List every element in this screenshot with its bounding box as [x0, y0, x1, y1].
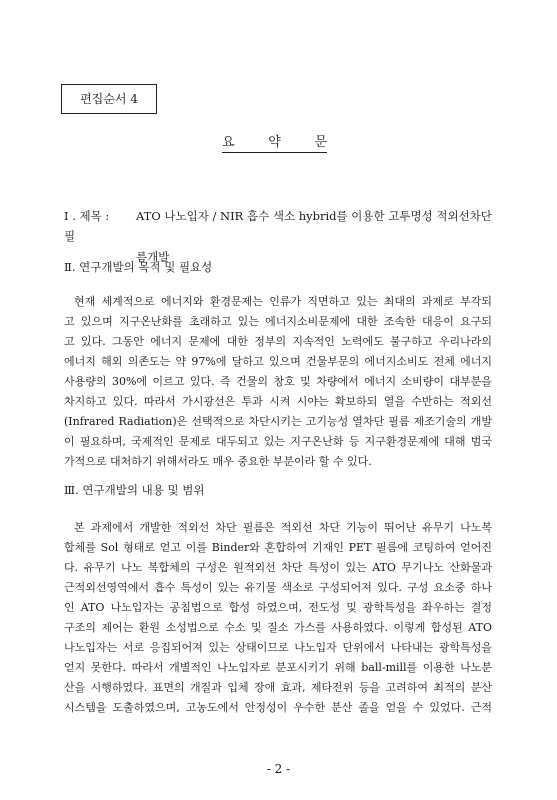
paragraph-line: 가적으로 대처하기 위해서라도 매우 중요한 부분이라 할 수 있다.: [64, 455, 372, 468]
title-label: I . 제목 :: [64, 209, 110, 223]
title-content-line: 름개발: [136, 250, 170, 264]
paragraph-line: (Infrared Radiation)은 선택적으로 차단시키는 고기능성 열차단 필름 제조기술의 개발: [64, 415, 492, 428]
paragraph-line: 에너지 해외 의존도는 약 97%에 달하고 있으며 건물부문의 에너지소비도 전체 에너지: [64, 355, 492, 368]
paragraph-line: 합체를 Sol 형태로 얻고 이를 Binder와 혼합하여 기재인 PET 필름에 코팅하여 얻어진: [64, 541, 492, 554]
paragraph-line: 이 필요하며, 국제적인 문제로 대두되고 있는 지구온난화 등 지구환경문제에 대해 범국: [64, 435, 492, 448]
summary-title-char: 문: [314, 135, 327, 150]
paragraph-line: 인 ATO 나노입자는 공침법으로 합성 하였으며, 전도성 및 광학특성을 좌우하는 결정: [64, 601, 492, 614]
paragraph-line: 다. 유무기 나노 복합체의 구성은 원적외선 차단 특성이 있는 ATO 무기나노 산화물과: [64, 561, 492, 574]
purpose-paragraph: [64, 292, 492, 472]
paragraph-line: 시스템을 도출하였으며, 고농도에서 안정성이 우수한 분산 졸을 얻을 수 있었다. 근적: [64, 701, 492, 714]
paragraph-line: 산을 시행하였다. 표면의 개질과 입체 장애 효과, 제타전위 등을 고려하여 최적의 분산: [64, 681, 492, 694]
scope-paragraph: [64, 518, 492, 718]
paragraph-line: 차지하고 있다. 따라서 가시광선은 투과 시켜 시야는 확보하되 열을 수반하는 적외선: [64, 395, 492, 408]
section-heading-scope: Ⅲ. 연구개발의 내용 및 범위: [64, 483, 205, 497]
paragraph-line: 현재 세계적으로 에너지와 환경문제는 인류가 직면하고 있는 최대의 과제로 부각되: [74, 295, 492, 308]
summary-title-char: 요: [222, 135, 235, 150]
summary-title: [222, 131, 327, 153]
paragraph-line: 고 있으며 지구온난화를 초래하고 있는 에너지소비문제에 대한 조속한 대응이 요구되: [64, 315, 492, 328]
paragraph-line: 나노입자는 서로 응집되어져 있는 상태이므로 나노입자 단위에서 나타내는 광학특성을: [64, 641, 492, 654]
paragraph-line: 구조의 제어는 환원 소성법으로 수소 및 질소 가스를 사용하였다. 이렇게 합성된 ATO: [64, 621, 492, 634]
summary-title-char: 약: [268, 135, 281, 150]
paragraph-line: 본 과제에서 개발한 적외선 차단 필름은 적외선 차단 기능이 뛰어난 유무기 나노복: [74, 521, 492, 534]
paragraph-line: 근적외선영역에서 흡수 특성이 있는 유기물 색소로 구성되어져 있다. 구성 요소중 하나: [64, 581, 492, 594]
paragraph-line: 사용량의 30%에 이르고 있다. 즉 건물의 창호 및 차량에서 에너지 소비량이 대부분을: [64, 375, 492, 388]
page-number: - 2 -: [266, 762, 291, 776]
title-content-line: ATO 나노입자 / NIR 흡수 색소 hybrid를 이용한 고투명성 적외선차단 필: [64, 209, 492, 243]
title-section: [64, 206, 504, 267]
paragraph-line: 고 있다. 그동안 에너지 문제에 대한 정부의 지속적인 노력에도 불구하고 우리나라의: [64, 335, 492, 348]
paragraph-line: 얻지 못한다. 따라서 개별적인 나노입자로 분포시키기 위해 ball-mill를 이용한 나노분: [64, 661, 492, 674]
edit-order-box: 편집순서 4: [61, 84, 157, 114]
section-heading-purpose: Ⅱ. 연구개발의 목적 및 필요성: [64, 260, 213, 274]
